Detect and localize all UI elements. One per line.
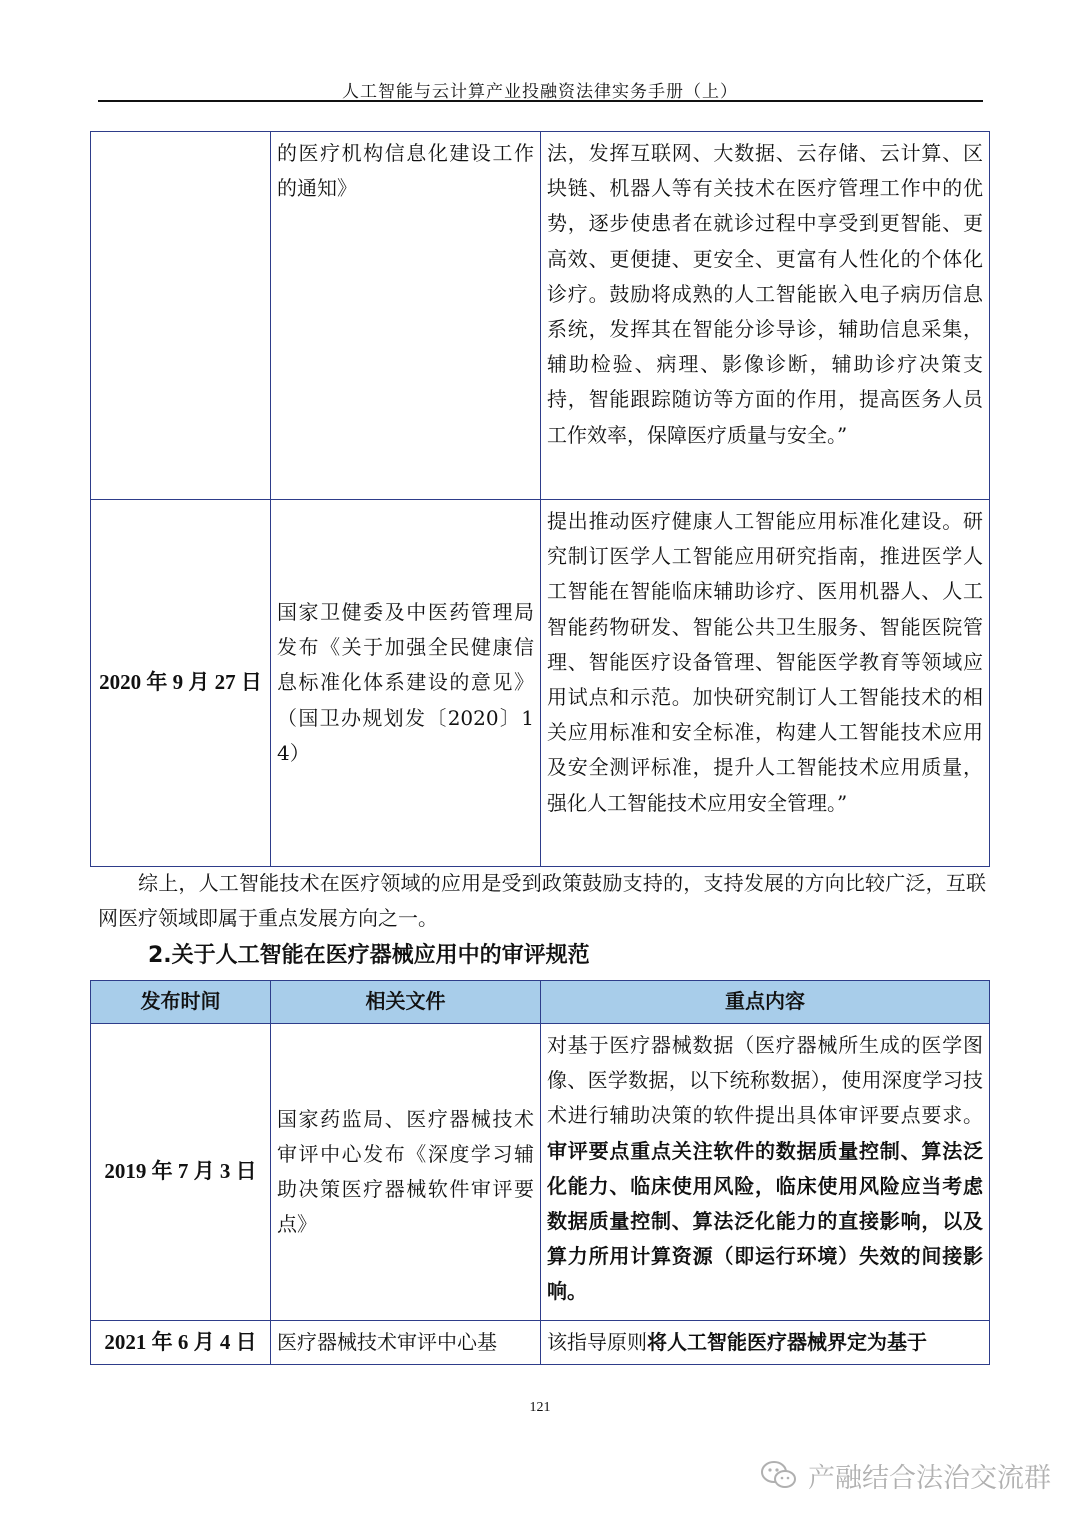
content-cell <box>541 1024 990 1321</box>
document-cell: 国家药监局、医疗器械技术审评中心发布《深度学习辅助决策医疗器械软件审评要点》 <box>271 1024 541 1321</box>
table-row <box>91 500 990 867</box>
policy-table-continued <box>90 131 990 867</box>
document-cell: 医疗器械技术审评中心基 <box>271 1321 541 1365</box>
header-rule <box>98 100 983 102</box>
watermark <box>760 1455 1051 1495</box>
content-cell: 提出推动医疗健康人工智能应用标准化建设。研究制订医学人工智能应用研究指南，推进医学人工智能在智能临床辅助诊疗、医用机器人、人工智能药物研发、智能公共卫生服务、智能医院管理、智能医疗设备管理、智能医学教育等领域应用试点和示范。加快研究制订人工智能技术的相关应用标准和安全标准，构建人工智能技术应用及安全测评标准，提升人工智能技术应用质量，强化人工智能技术应用安全管理。” <box>541 500 990 867</box>
watermark-text: 产融结合法治交流群 <box>808 1462 1051 1494</box>
content-emphasis: 将人工智能医疗器械界定为基于 <box>647 1330 927 1354</box>
column-header-content: 重点内容 <box>541 981 990 1024</box>
content-text: 该指导原则 <box>547 1330 647 1354</box>
wechat-icon <box>760 1459 798 1491</box>
table-row <box>91 1024 990 1321</box>
date-cell: 2020 年 9 月 27 日 <box>91 500 271 867</box>
table-header-row <box>91 981 990 1024</box>
date-cell <box>91 132 271 500</box>
table-row <box>91 1321 990 1365</box>
content-emphasis: 审评要点重点关注软件的数据质量控制、算法泛化能力、临床使用风险，临床使用风险应当考虑数据质量控制、算法泛化能力的直接影响，以及算力所用计算资源（即运行环境）失效的间接影响。 <box>547 1138 983 1304</box>
date-cell: 2019 年 7 月 3 日 <box>91 1024 271 1321</box>
date-cell: 2021 年 6 月 4 日 <box>91 1321 271 1365</box>
table-row <box>91 132 990 500</box>
column-header-date: 发布时间 <box>91 981 271 1024</box>
section-heading: 2.关于人工智能在医疗器械应用中的审评规范 <box>148 943 590 968</box>
running-header: 人工智能与云计算产业投融资法律实务手册（上） <box>342 82 738 102</box>
content-cell <box>541 1321 990 1365</box>
page-number: 121 <box>529 1400 551 1415</box>
content-cell: 法，发挥互联网、大数据、云存储、云计算、区块链、机器人等有关技术在医疗管理工作中的优势，逐步使患者在就诊过程中享受到更智能、更高效、更便捷、更安全、更富有人性化的个体化诊疗。鼓励将成熟的人工智能嵌入电子病历信息系统，发挥其在智能分诊导诊，辅助信息采集，辅助检验、病理、影像诊断，辅助诊疗决策支持，智能跟踪随访等方面的作用，提高医务人员工作效率，保障医疗质量与安全。” <box>541 132 990 500</box>
review-standards-table <box>90 980 990 1365</box>
content-text: 对基于医疗器械数据（医疗器械所生成的医学图像、医学数据，以下统称数据），使用深度学习技术进行辅助决策的软件提出具体审评要点要求。 <box>547 1033 983 1128</box>
column-header-document: 相关文件 <box>271 981 541 1024</box>
document-cell: 国家卫健委及中医药管理局发布《关于加强全民健康信息标准化体系建设的意见》（国卫办规划发〔2020〕14） <box>271 500 541 867</box>
summary-paragraph: 综上，人工智能技术在医疗领域的应用是受到政策鼓励支持的，支持发展的方向比较广泛，互联网医疗领域即属于重点发展方向之一。 <box>98 871 986 930</box>
document-cell: 的医疗机构信息化建设工作的通知》 <box>271 132 541 500</box>
